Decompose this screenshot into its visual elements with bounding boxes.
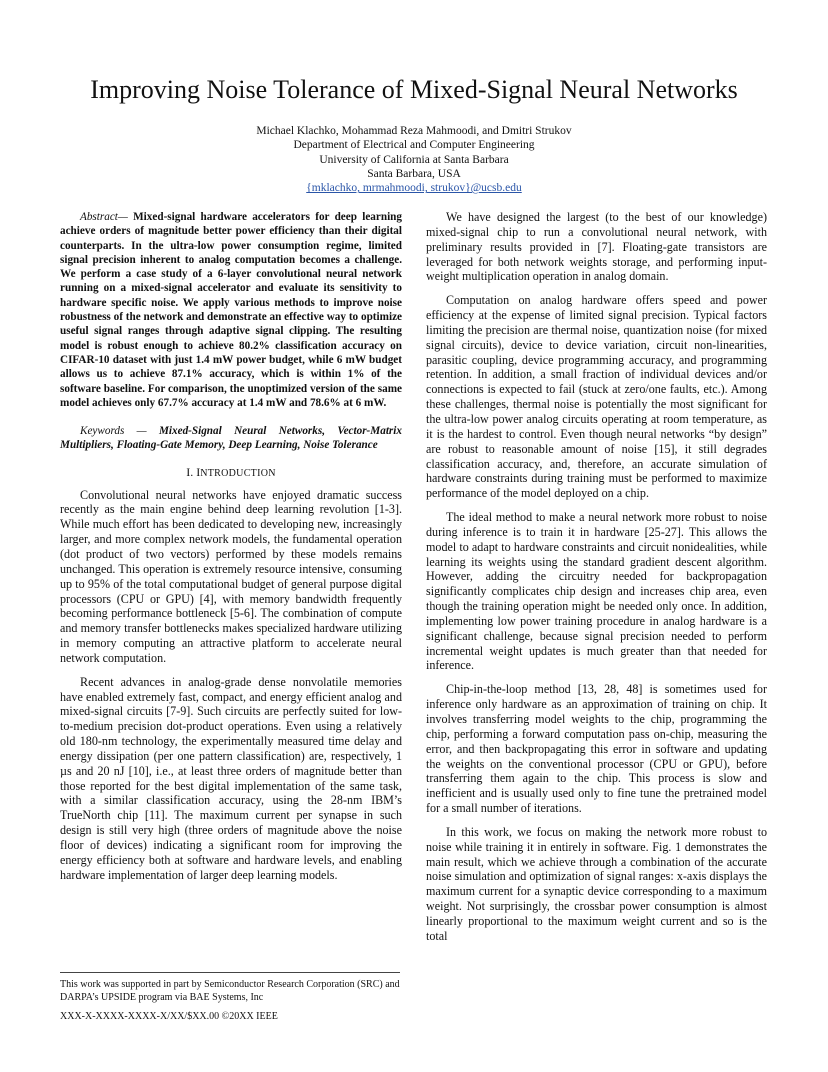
body-paragraph: Chip-in-the-loop method [13, 28, 48] is sometimes used for inference only hardware as an approximation of training on chip. It involves transferring model weights to the chip, programming the chip, performing a forward computation pass on-chip, measuring the error, and then backpropagating this error in software and updating the weights on the conventional processor (CPU or GPU), before transferring them again to the chip. This process is slow and inefficient and is usually used only to fine tune the pretrained model for a small number of iterations. — [426, 682, 767, 816]
author-names: Michael Klachko, Mohammad Reza Mahmoodi, and Dmitri Strukov — [256, 125, 572, 137]
body-paragraph: Recent advances in analog-grade dense nonvolatile memories have enabled extremely fast, compact, and energy efficient analog and mixed-signal circuits [7-9]. Such circuits are perfectly suited for low-to-medium precision dot-product operations. Even using a relatively old 180-nm technology, the experimentally measured time delay and energy dissipation (per one pattern classification) are, respectively, 1 µs and 20 nJ [10], i.e., at least three orders of magnitude better than those reported for the best digital implementation of the same task, with a similar classification accuracy, using the 28-nm IBM’s TrueNorth chip [11]. The maximum current per synapse in such design is still very high (three orders of magnitude above the noise floor of devices) indicating a significant room for improving the energy efficiency both at software and hardware levels, and enabling hardware implementation of larger deep learning models. — [60, 674, 402, 882]
footnote-divider — [60, 972, 400, 973]
section-heading-introduction — [60, 465, 402, 482]
author-university: University of California at Santa Barbara — [319, 153, 509, 166]
author-department: Department of Electrical and Computer Engineering — [293, 139, 535, 152]
keywords-text: Mixed-Signal Neural Networks, Vector-Matrix Multipliers, Floating-Gate Memory, Deep Learning, Noise Tolerance — [60, 425, 402, 452]
author-email-link[interactable]: {mklachko, mrmahmoodi, strukov}@ucsb.edu — [306, 182, 522, 195]
keywords — [60, 424, 402, 453]
abstract-text: Mixed-signal hardware accelerators for deep learning achieve orders of magnitude better power efficiency than their digital counterparts. In the ultra-low power consumption regime, limited signal precision inherent to analog computation becomes a challenge. We perform a case study of a 6-layer convolutional neural network running on a mixed-signal accelerator and evaluate its sensitivity to hardware specific noise. We apply various methods to improve noise robustness of the network and demonstrate an effective way to optimize useful signal ranges through adaptive signal clipping. The resulting model is robust enough to achieve 80.2% classification accuracy on CIFAR-10 dataset with just 1.4 mW power budget, while 6 mW budget allows us to achieve 87.1% accuracy, which is within 1% of the software baseline. For comparison, the unoptimized version of the same model achieves only 67.7% accuracy at 1.4 mW and 78.6% at 6 mW. — [60, 211, 402, 409]
funding-footnote: This work was supported in part by Semiconductor Research Corporation (SRC) and DARPA’s UPSIDE program via BAE Systems, Inc — [60, 979, 400, 1003]
copyright-notice: XXX-X-XXXX-XXXX-X/XX/$XX.00 ©20XX IEEE — [60, 1011, 278, 1022]
abstract-label: Abstract— — [80, 211, 128, 223]
left-column — [60, 210, 402, 892]
author-block — [0, 124, 828, 195]
paper-title: Improving Noise Tolerance of Mixed-Signal Neural Networks — [90, 75, 738, 104]
body-paragraph: We have designed the largest (to the best of our knowledge) mixed-signal chip to run a convolutional neural network, with preliminary results provided in [7]. Floating-gate transistors are leveraged for both network weights storage, and performing input-weight multiplication operation in analog domain. — [426, 210, 767, 284]
abstract — [60, 210, 402, 410]
section-title-initial: I — [196, 464, 201, 479]
author-location: Santa Barbara, USA — [367, 167, 461, 180]
right-column — [426, 210, 767, 953]
keywords-label: Keywords — — [80, 425, 159, 438]
body-paragraph: Convolutional neural networks have enjoyed dramatic success recently as the main engine behind deep learning revolution [1-3]. While much effort has been dedicated to developing new, increasingly larger, and more complex network models, the fundamental operation (dot product of two vectors) performed by these models remains unchanged. This operation is extremely resource intensive, consuming up to 95% of the total computational budget of general purpose digital processors (CPU or GPU) [4], with memory bandwidth frequently becoming performance bottleneck [5-6]. The combination of compute and memory transfer bottlenecks makes specialized hardware utilizing in memory computing an attractive platform to accelerate neural network computation. — [60, 487, 402, 665]
section-number: I. — [186, 464, 194, 479]
section-title-rest: NTRODUCTION — [200, 467, 276, 479]
body-paragraph: The ideal method to make a neural network more robust to noise during inference is to train it in hardware [25-27]. This allows the model to adapt to hardware constraints and circuit nonidealities, while learning its weights using the standard gradient descent algorithm. However, adding the circuitry needed for backpropagation significantly complicates chip design and increases chip area, even though the training operation might be needed only once. In addition, implementing low power training procedure in analog hardware is a significant challenge, because signal precision needed to perform incremental weight updates is much greater than that needed for inference. — [426, 510, 767, 673]
body-paragraph: In this work, we focus on making the network more robust to noise while training it in entirely in software. Fig. 1 demonstrates the main result, which we achieve through a combination of the accurate noise simulation and optimization of signal ranges: x-axis displays the maximum current for a synaptic device corresponding to a maximum weight. Not surprisingly, the crossbar power consumption is almost linearly proportional to the maximum weight current and so is the total — [426, 824, 767, 943]
body-paragraph: Computation on analog hardware offers speed and power efficiency at the expense of limited signal precision. Typical factors limiting the precision are thermal noise, quantization noise (for mixed signal circuits), device to device variation, circuit non-linearities, parasitic coupling, device programming accuracy, and programming retention. In addition, a small fraction of individual devices and/or connections is expected to fail (stuck at zero/one faults, etc.). Among these challenges, thermal noise is potentially the most significant for the ultra-low power analog circuits operating at room temperature, as it is the hardest to control. Even though neural networks “by design” are robust to reasonable amount of noise [15], it still degrades classification accuracy, and, therefore, an accurate simulation of hardware constraints during training must be performed to maximize performance of the model deployed on a chip. — [426, 293, 767, 501]
